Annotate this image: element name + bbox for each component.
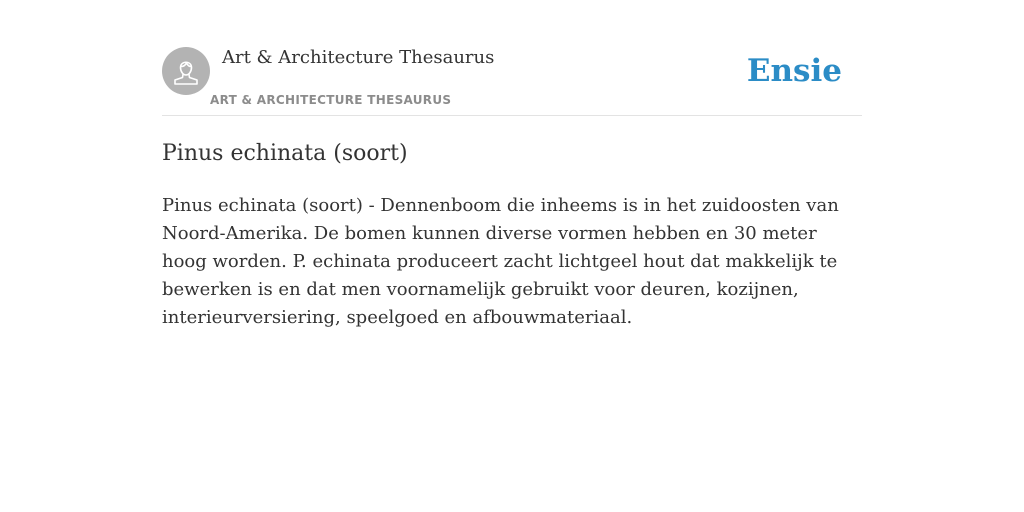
source-title[interactable]: Art & Architecture Thesaurus xyxy=(222,47,495,68)
header xyxy=(162,47,862,116)
user-icon xyxy=(162,47,210,95)
brand-logo[interactable]: Ensie xyxy=(746,53,842,89)
entry-body: Pinus echinata (soort) - Dennenboom die inheems is in het zuidoosten van Noord-Amerika. De bomen kunnen diverse vormen hebben en 30 meter hoog worden. P. echinata produceert zacht lichtgeel hout dat makkelijk te bewerken is en dat men voornamelijk gebruikt voor deuren, kozijnen, interieurversiering, speelgoed en afbouwmateriaal. xyxy=(162,195,839,328)
avatar[interactable] xyxy=(162,47,210,95)
source-subtitle[interactable]: ART & ARCHITECTURE THESAURUS xyxy=(210,93,452,107)
entry-title: Pinus echinata (soort) xyxy=(162,141,408,166)
